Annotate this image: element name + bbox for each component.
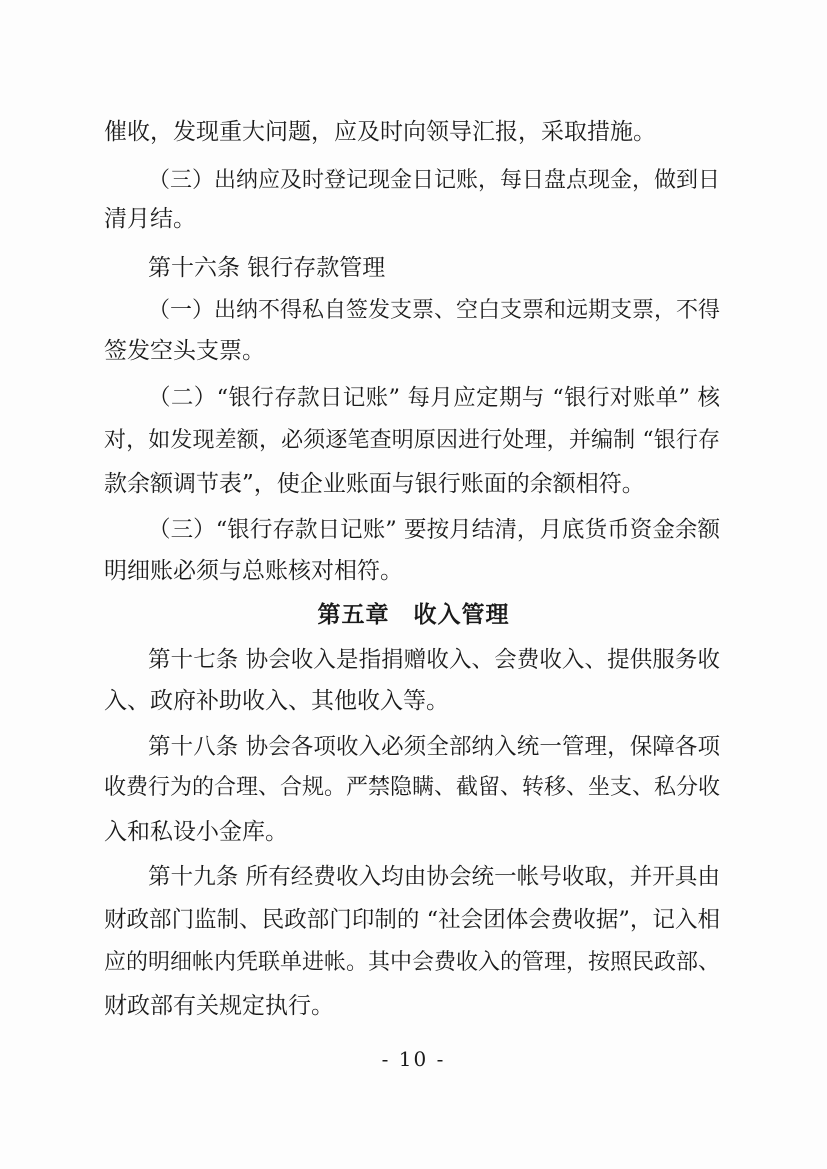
article-19-line-2: 财政部门监制、民政部门印制的 “社会团体会费收据”，记入相 (104, 907, 720, 933)
article-19-line-1: 第十九条 所有经费收入均由协会统一帐号收取，并开具由 (148, 864, 720, 890)
article-18-line-2: 收费行为的合理、合规。严禁隐瞒、截留、转移、坐支、私分收 (104, 775, 721, 800)
text-line-7: （二）“银行存款日记账” 每月应定期与 “银行对账单” 核 (148, 385, 720, 411)
article-19-line-3: 应的明细帐内凭联单进帐。其中会费收入的管理，按照民政部、 (104, 950, 721, 975)
article-19-line-4: 财政部有关规定执行。 (104, 993, 334, 1019)
text-line-5: （一）出纳不得私自签发支票、空白支票和远期支票，不得 (148, 298, 721, 323)
text-line-8: 对，如发现差额，必须逐笔查明原因进行处理，并编制 “银行存 (104, 428, 720, 453)
text-line-11: 明细账必须与总账核对相符。 (104, 558, 403, 584)
article-17-line-1: 第十七条 协会收入是指捐赠收入、会费收入、提供服务收 (148, 647, 720, 673)
chapter-heading-text: 第五章 收入管理 (317, 602, 510, 628)
text-line-2: （三）出纳应及时登记现金日记账，每日盘点现金，做到日 (148, 168, 721, 193)
page-number: - 10 - (381, 1047, 446, 1071)
text-line-3: 清月结。 (104, 206, 196, 232)
article-16-heading: 第十六条 银行存款管理 (148, 255, 386, 281)
text-line-10: （三）“银行存款日记账” 要按月结清，月底货币资金余额 (148, 517, 720, 543)
article-17-line-2: 入、政府补助收入、其他收入等。 (104, 688, 449, 714)
article-18-line-1: 第十八条 协会各项收入必须全部纳入统一管理，保障各项 (148, 734, 720, 760)
text-line-6: 签发空头支票。 (104, 338, 265, 364)
text-line-1: 催收，发现重大问题，应及时向领导汇报，采取措施。 (104, 119, 656, 145)
article-18-line-3: 入和私设小金库。 (104, 819, 288, 845)
text-line-9: 款余额调节表”，使企业账面与银行账面的余额相符。 (104, 471, 645, 497)
chapter-heading (0, 600, 827, 630)
